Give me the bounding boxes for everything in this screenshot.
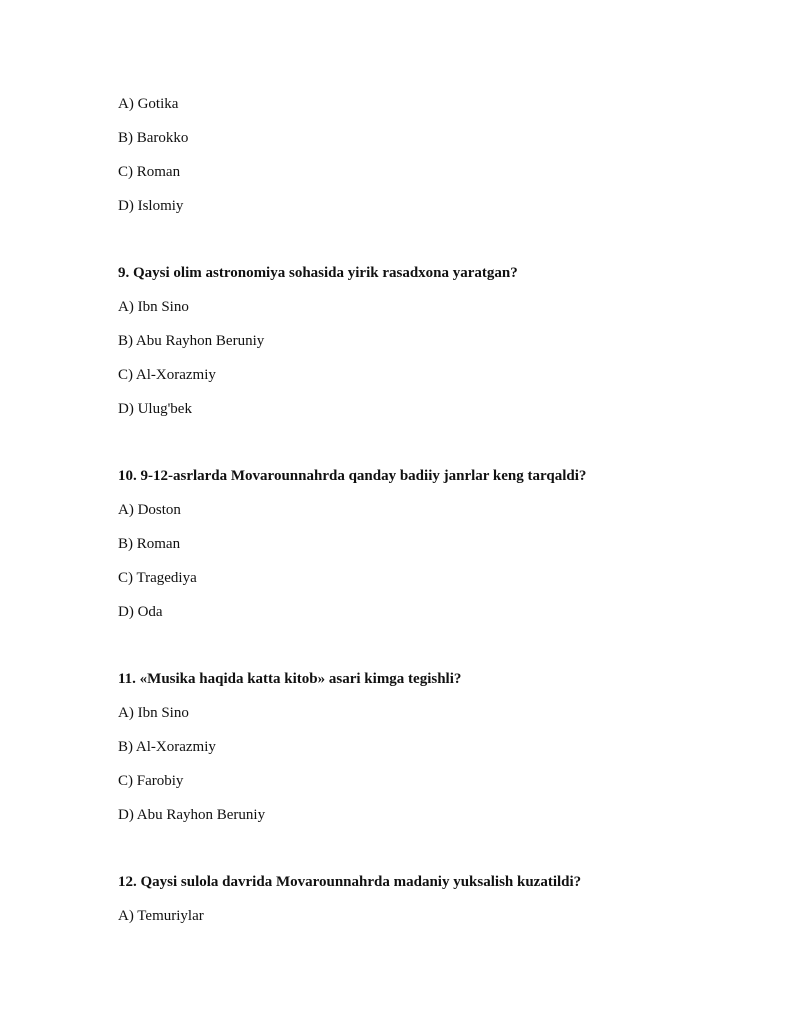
prev-option-b: B) Barokko bbox=[118, 130, 189, 146]
q11-option-c: C) Farobiy bbox=[118, 773, 184, 789]
q9-option-a: A) Ibn Sino bbox=[118, 299, 189, 315]
q10-option-c: C) Tragediya bbox=[118, 570, 197, 586]
prev-option-d: D) Islomiy bbox=[118, 198, 184, 214]
q9-option-c: C) Al-Xorazmiy bbox=[118, 367, 216, 383]
question-11: 11. «Musika haqida katta kitob» asari kimga tegishli? bbox=[118, 671, 462, 687]
q11-option-b: B) Al-Xorazmiy bbox=[118, 739, 216, 755]
q10-option-a: A) Doston bbox=[118, 502, 181, 518]
q9-option-d: D) Ulug'bek bbox=[118, 401, 192, 417]
question-9: 9. Qaysi olim astronomiya sohasida yirik rasadxona yaratgan? bbox=[118, 265, 518, 281]
q11-option-d: D) Abu Rayhon Beruniy bbox=[118, 807, 266, 823]
q12-option-a: A) Temuriylar bbox=[118, 908, 204, 924]
question-10: 10. 9-12-asrlarda Movarounnahrda qanday badiiy janrlar keng tarqaldi? bbox=[118, 468, 587, 484]
q10-option-d: D) Oda bbox=[118, 604, 163, 620]
q9-option-b: B) Abu Rayhon Beruniy bbox=[118, 333, 265, 349]
prev-option-a: A) Gotika bbox=[118, 96, 179, 112]
question-12: 12. Qaysi sulola davrida Movarounnahrda madaniy yuksalish kuzatildi? bbox=[118, 874, 582, 890]
prev-option-c: C) Roman bbox=[118, 164, 181, 180]
q11-option-a: A) Ibn Sino bbox=[118, 705, 189, 721]
q10-option-b: B) Roman bbox=[118, 536, 181, 552]
